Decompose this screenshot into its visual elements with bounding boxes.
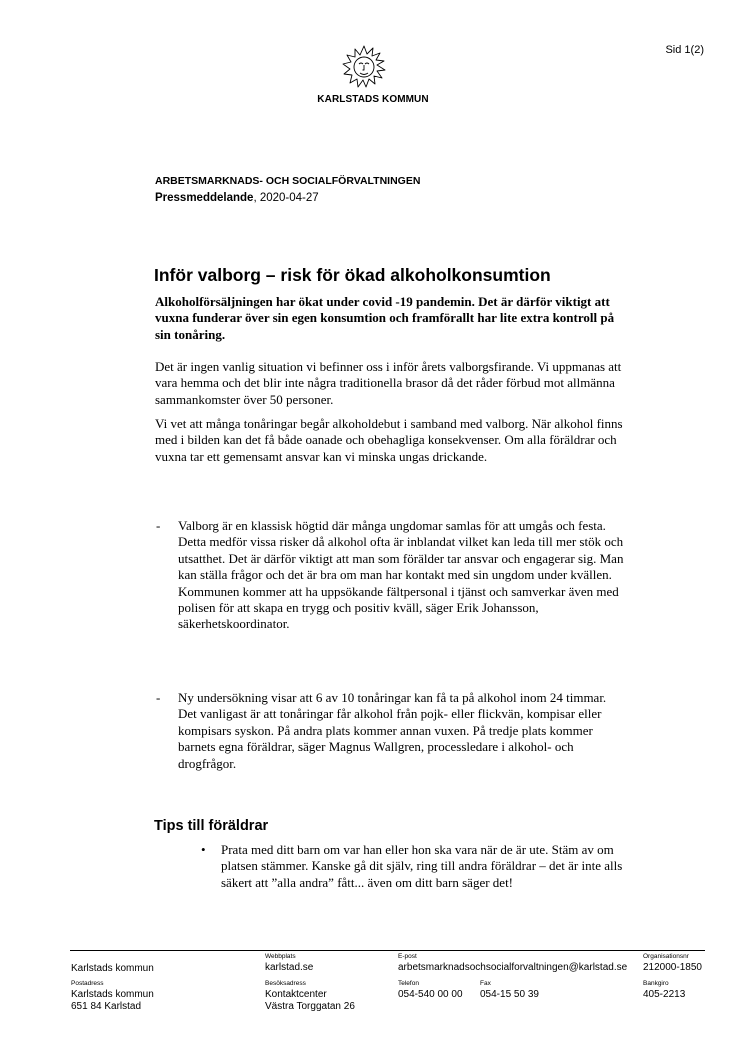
footer-fax-label: Fax — [480, 980, 491, 987]
footer-org-name: Karlstads kommun — [71, 963, 154, 974]
tip-item: Prata med ditt barn om var han eller hon ska vara när de är ute. Stäm av om platsen stämmer. Kanske gå dit själv, ring till andra föräldrar – det är inte alls säkert att ”alla andra” fått... även om ditt barn säger det! — [221, 842, 623, 890]
quote-paragraph: Valborg är en klassisk högtid där många ungdomar samlas för att umgås och festa. Detta medför vissa risker då alkohol ofta är inblandat vilket kan leda till mer stök och utsatthet. Det är därför viktigt att man som förälder tar ansvar och engagerar sig. Man kan ställa frågor och det är bra om man har kontakt med sin ungdom under kvällen. Kommunen kommer att ha uppsökande fältpersonal i tjänst och samverkar även med polisen för att skapa en trygg och positiv kväll, säger Erik Johansson, säkerhetskoordinator. — [178, 518, 624, 632]
footer-postal-line: Karlstads kommun — [71, 989, 154, 1000]
press-release-line — [155, 192, 319, 204]
footer-web-link[interactable]: karlstad.se — [265, 962, 314, 973]
footer-fax-value: 054-15 50 39 — [480, 989, 539, 1000]
bullet-icon: • — [201, 842, 206, 857]
release-date: , 2020-04-27 — [253, 192, 319, 204]
article-lead: Alkoholförsäljningen har ökat under covid -19 pandemin. Det är därför viktigt att vuxna funderar över sin egen konsumtion och framförallt har lite extra kontroll på sin tonåring. — [155, 294, 615, 342]
article-paragraph: Vi vet att många tonåringar begår alkoholdebut i samband med valborg. När alkohol finns med i bilden kan det få både oanade och obehagliga konsekvenser. Om alla föräldrar och vuxna tar ett gemensamt ansvar kan vi minska ungas drickande. — [155, 416, 623, 464]
quote-paragraph: Ny undersökning visar att 6 av 10 tonåringar kan få ta på alkohol inom 24 timmar. Det vanligast är att tonåringar får alkohol från pojk- eller flickvän, kompisar eller kompisars syskon. På andra plats kommer annan vuxen. På tredje plats kommer barnets egna föräldrar, säger Magnus Wallgren, processledare i alkohol- och drogfrågor. — [178, 690, 607, 771]
page-number: Sid 1(2) — [665, 44, 704, 56]
footer-visit-line: Västra Torggatan 26 — [265, 1001, 355, 1012]
footer-web-label: Webbplats — [265, 953, 296, 960]
footer-email-link[interactable]: arbetsmarknadsochsocialforvaltningen@karlstad.se — [398, 962, 628, 973]
tips-heading: Tips till föräldrar — [154, 818, 269, 834]
quote-dash-marker: - — [156, 690, 161, 705]
footer-orgnr-label: Organisationsnr — [643, 953, 689, 960]
article-paragraph: Det är ingen vanlig situation vi befinner oss i inför årets valborgsfirande. Vi uppmanas att vara hemma och det blir inte några traditionella brasor då det råder förbud mot allmänna sammankomster över 50 personer. — [155, 359, 622, 407]
footer-phone-label: Telefon — [398, 980, 419, 987]
footer-phone-value: 054-540 00 00 — [398, 989, 463, 1000]
footer-bankgiro-label: Bankgiro — [643, 980, 669, 987]
footer-bankgiro-value: 405-2213 — [643, 989, 686, 1000]
footer-email-label: E-post — [398, 953, 417, 960]
footer-visit-label: Besöksadress — [265, 980, 306, 987]
document-type: Pressmeddelande — [155, 192, 254, 204]
department-name: ARBETSMARKNADS- OCH SOCIALFÖRVALTNINGEN — [155, 175, 421, 187]
footer-orgnr-value: 212000-1850 — [643, 962, 702, 973]
footer-postal-label: Postadress — [71, 980, 104, 987]
karlstad-sun-logo-icon — [341, 44, 387, 90]
quote-dash-marker: - — [156, 518, 161, 533]
footer-visit-line: Kontaktcenter — [265, 989, 327, 1000]
footer-postal-line: 651 84 Karlstad — [71, 1001, 142, 1012]
article-title: Inför valborg – risk för ökad alkoholkonsumtion — [154, 265, 551, 285]
footer-divider — [70, 950, 705, 951]
organization-name: KARLSTADS KOMMUN — [317, 94, 429, 105]
